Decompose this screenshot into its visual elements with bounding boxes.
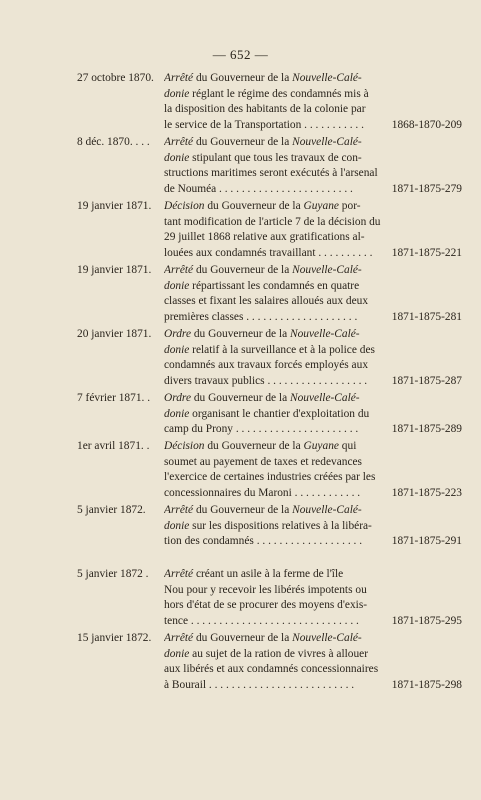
- text-run: concessionnaires du Maroni . . . . . . . . . . . .: [164, 486, 361, 499]
- entry-reference: 1871-1875-279: [391, 182, 462, 195]
- italic-term: donie: [164, 407, 190, 420]
- description-line: [164, 71, 385, 87]
- description-line: [164, 598, 385, 614]
- text-run: du Gouverneur de la: [204, 440, 304, 452]
- italic-term: Nouvelle-Calé-: [292, 264, 362, 276]
- description-line: [164, 486, 385, 502]
- description-line: [164, 215, 385, 231]
- italic-term: Arrêté: [164, 136, 194, 148]
- text-run: classes et fixant les salaires alloués aux deux: [164, 295, 369, 308]
- text-run: à Bourail . . . . . . . . . . . . . . . . . . . . . . . . . .: [164, 678, 355, 691]
- description-line: [164, 519, 385, 535]
- description-line: [164, 327, 385, 343]
- text-run: condamnés aux travaux forcés employés aux: [164, 359, 369, 372]
- entry-reference: 1871-1875-295: [391, 614, 462, 627]
- text-run: tant modification de l'article 7 de la décision du: [164, 215, 381, 228]
- text-run: premières classes . . . . . . . . . . . . . . . . . . . .: [164, 310, 358, 323]
- entry-date: 19 janvier 1871.: [77, 264, 152, 276]
- text-run: l'exercice de certaines industries créées par les: [164, 471, 376, 484]
- italic-term: donie: [164, 151, 190, 164]
- description-line: [164, 455, 385, 471]
- description-line: [164, 662, 385, 678]
- text-run: organisant le chantier d'exploitation du: [189, 407, 370, 420]
- italic-term: Ordre: [164, 392, 191, 404]
- text-run: Nou pour y recevoir les libérés impotents ou: [164, 583, 367, 596]
- description-line: [164, 246, 385, 262]
- entry-reference: 1871-1875-291: [391, 535, 462, 548]
- entry-description: [164, 135, 385, 197]
- description-line: [164, 534, 385, 550]
- entry-reference: 1871-1875-223: [391, 486, 462, 499]
- italic-term: Arrêté: [164, 72, 194, 84]
- text-run: du Gouverneur de la: [193, 504, 293, 516]
- text-run: aux libérés et aux condamnés concessionnaires: [164, 663, 379, 676]
- text-run: au sujet de la ration de vivres à allouer: [189, 647, 369, 660]
- text-run: hors d'état de se procurer des moyens d'exis-: [164, 599, 368, 612]
- text-run: le service de la Transportation . . . . . . . . . . .: [164, 118, 364, 131]
- entry-date: 5 janvier 1872.: [77, 504, 146, 516]
- entry-date: 15 janvier 1872.: [77, 632, 152, 644]
- entry-reference: 1871-1875-287: [391, 374, 462, 387]
- italic-term: Arrêté: [164, 504, 194, 516]
- italic-term: donie: [164, 279, 190, 292]
- entry-description: [164, 199, 385, 261]
- text-run: tion des condamnés . . . . . . . . . . . . . . . . . . .: [164, 535, 363, 548]
- italic-term: Décision: [164, 440, 205, 452]
- description-line: [164, 230, 385, 246]
- text-run: créant un asile à la ferme de l'île: [193, 568, 344, 580]
- italic-term: Guyane: [303, 440, 339, 452]
- text-run: répartissant les condamnés en quatre: [189, 279, 360, 292]
- text-run: qui: [338, 440, 357, 452]
- text-run: du Gouverneur de la: [191, 392, 291, 404]
- entry-description: [164, 631, 385, 693]
- description-line: [164, 678, 385, 694]
- entry-date: 7 février 1871. .: [77, 392, 151, 404]
- description-line: [164, 166, 385, 182]
- description-line: [164, 567, 385, 583]
- text-run: por-: [338, 200, 361, 212]
- entry-reference: 1871-1875-221: [391, 246, 462, 259]
- text-run: réglant le régime des condamnés mis à: [189, 87, 369, 100]
- italic-term: Arrêté: [164, 568, 194, 580]
- description-line: [164, 470, 385, 486]
- description-line: [164, 279, 385, 295]
- description-line: [164, 310, 385, 326]
- text-run: de Nouméa . . . . . . . . . . . . . . . . . . . . . . . .: [164, 182, 353, 195]
- text-run: du Gouverneur de la: [191, 328, 291, 340]
- entry-reference: 1868-1870-209: [391, 118, 462, 131]
- italic-term: Arrêté: [164, 632, 194, 644]
- description-line: [164, 199, 385, 215]
- description-line: [164, 182, 385, 198]
- description-line: [164, 118, 385, 134]
- entry-reference: 1871-1875-298: [391, 678, 462, 691]
- description-line: [164, 358, 385, 374]
- entry-date: 19 janvier 1871.: [77, 200, 152, 212]
- description-line: [164, 87, 385, 103]
- italic-term: Arrêté: [164, 264, 194, 276]
- entry-description: [164, 567, 385, 629]
- italic-term: Nouvelle-Calé-: [292, 72, 362, 84]
- description-line: [164, 439, 385, 455]
- text-run: divers travaux publics . . . . . . . . . . . . . . . . . .: [164, 374, 368, 387]
- text-run: louées aux condamnés travaillant . . . . . . . . . .: [164, 246, 373, 259]
- text-run: stipulant que tous les travaux de con-: [189, 151, 362, 164]
- entry-reference: 1871-1875-289: [391, 423, 462, 436]
- entry-reference: 1871-1875-281: [391, 310, 462, 323]
- text-run: du Gouverneur de la: [193, 136, 293, 148]
- description-line: [164, 614, 385, 630]
- description-line: [164, 391, 385, 407]
- text-run: structions maritimes seront exécutés à l'arsenal: [164, 167, 378, 180]
- description-line: [164, 374, 385, 390]
- italic-term: Nouvelle-Calé-: [290, 328, 360, 340]
- italic-term: Ordre: [164, 328, 191, 340]
- text-run: du Gouverneur de la: [204, 200, 304, 212]
- text-run: relatif à la surveillance et à la police des: [189, 343, 375, 356]
- entry-description: [164, 391, 385, 438]
- italic-term: Décision: [164, 200, 205, 212]
- entry-date: 8 déc. 1870. . . .: [77, 136, 150, 148]
- entry-description: [164, 327, 385, 389]
- text-run: tence . . . . . . . . . . . . . . . . . . . . . . . . . . . . . .: [164, 614, 359, 627]
- entry-date: 5 janvier 1872 .: [77, 568, 149, 580]
- italic-term: donie: [164, 87, 190, 100]
- entry-date: 1er avril 1871. .: [77, 440, 150, 452]
- text-run: sur les dispositions relatives à la libéra-: [189, 519, 372, 532]
- entry-description: [164, 503, 385, 550]
- description-line: [164, 135, 385, 151]
- description-line: [164, 503, 385, 519]
- description-line: [164, 631, 385, 647]
- italic-term: donie: [164, 647, 190, 660]
- text-run: camp du Prony . . . . . . . . . . . . . . . . . . . . . .: [164, 423, 359, 436]
- entry-description: [164, 71, 385, 133]
- italic-term: Guyane: [303, 200, 339, 212]
- text-run: soumet au payement de taxes et redevances: [164, 455, 362, 468]
- text-run: la disposition des habitants de la colonie par: [164, 103, 366, 116]
- entry-date: 27 octobre 1870.: [77, 72, 154, 84]
- text-run: du Gouverneur de la: [193, 264, 293, 276]
- italic-term: donie: [164, 343, 190, 356]
- italic-term: Nouvelle-Calé-: [292, 136, 362, 148]
- description-line: [164, 407, 385, 423]
- italic-term: donie: [164, 519, 190, 532]
- description-line: [164, 151, 385, 167]
- text-run: du Gouverneur de la: [193, 72, 293, 84]
- description-line: [164, 647, 385, 663]
- description-line: [164, 343, 385, 359]
- entry-date: 20 janvier 1871.: [77, 328, 152, 340]
- entry-description: [164, 439, 385, 501]
- text-run: 29 juillet 1868 relative aux gratifications al-: [164, 231, 365, 244]
- description-line: [164, 583, 385, 599]
- description-line: [164, 294, 385, 310]
- text-run: du Gouverneur de la: [193, 632, 293, 644]
- description-line: [164, 422, 385, 438]
- description-line: [164, 102, 385, 118]
- entry-description: [164, 263, 385, 325]
- page-number: — 652 —: [212, 47, 269, 62]
- description-line: [164, 263, 385, 279]
- italic-term: Nouvelle-Calé-: [292, 504, 362, 516]
- italic-term: Nouvelle-Calé-: [292, 632, 362, 644]
- italic-term: Nouvelle-Calé-: [290, 392, 360, 404]
